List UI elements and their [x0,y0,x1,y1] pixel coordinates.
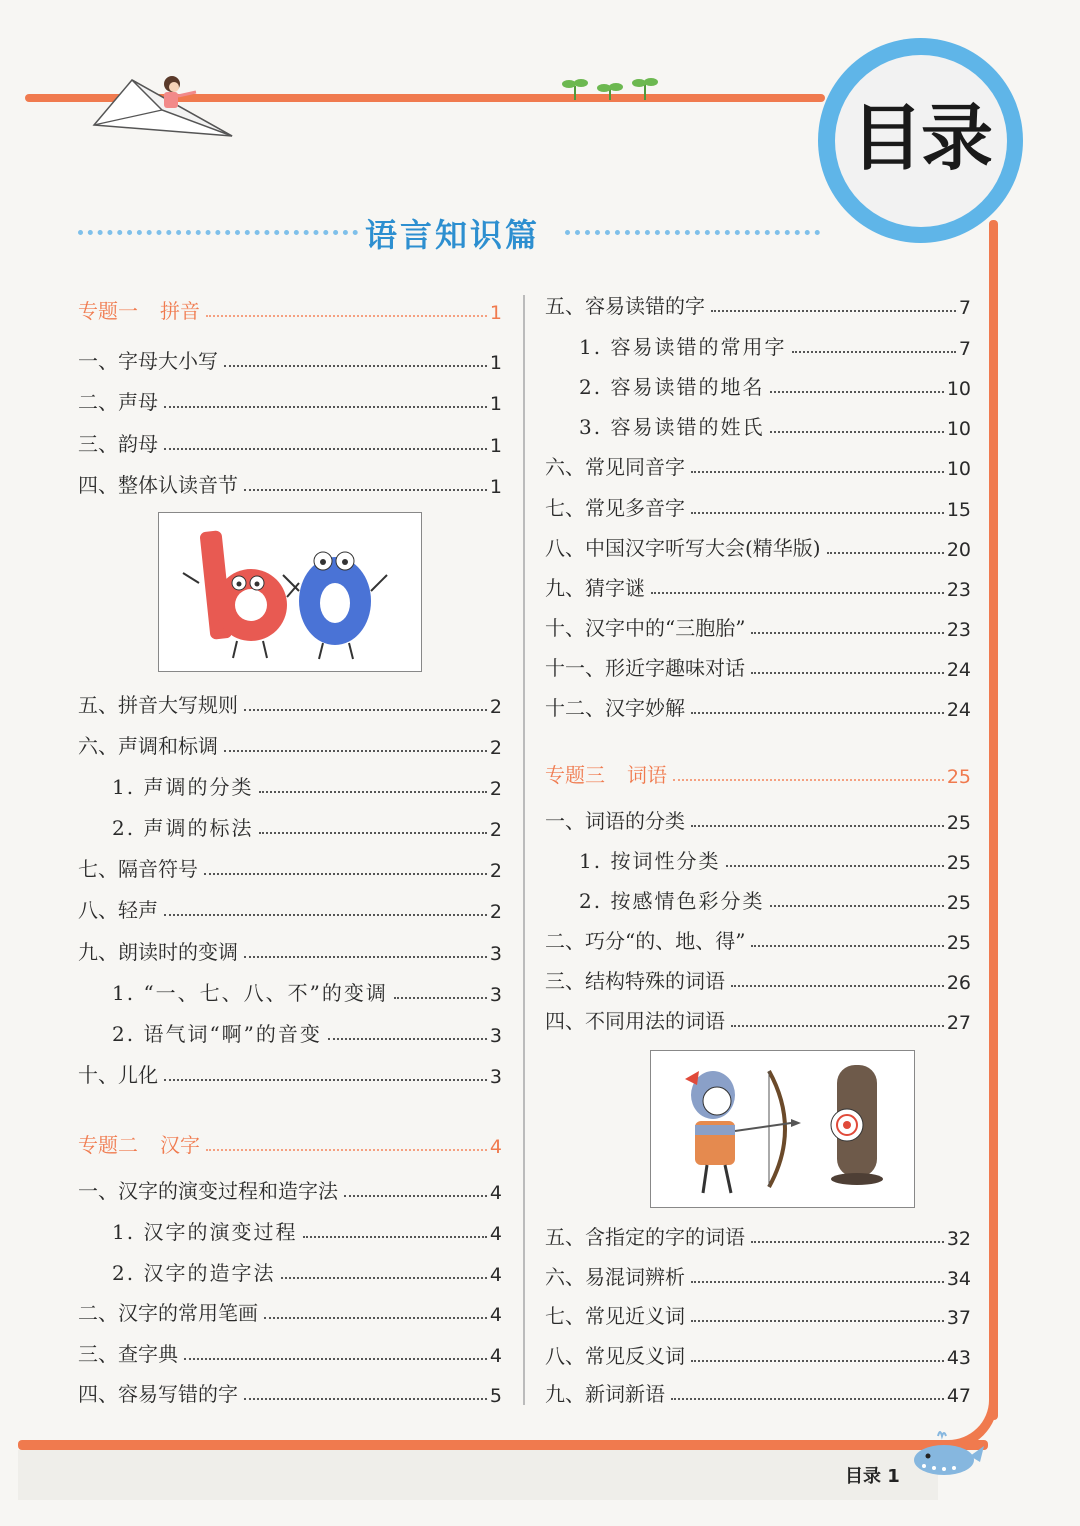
toc-page-number: 25 [946,932,971,954]
toc-entry[interactable] [78,381,502,415]
toc-entry-label: 1. 容易读错的常用字 [579,335,787,359]
toc-subentry[interactable] [78,972,502,1006]
toc-page-number: 7 [958,297,971,319]
toc-page-number: 37 [946,1307,971,1329]
toc-page-number: 2 [489,860,502,882]
toc-page-number: 34 [946,1268,971,1290]
toc-entry-label: 六、声调和标调 [78,734,218,758]
topic-name: 拼音 [160,299,200,323]
toc-entry[interactable] [545,567,971,601]
dotted-rule-left [78,230,358,235]
toc-entry-label: 四、整体认读音节 [78,473,238,497]
toc-entry-label: 三、结构特殊的词语 [545,969,725,993]
dot-leader [827,552,944,554]
dot-leader [344,1195,487,1197]
toc-entry[interactable] [545,527,971,561]
toc-entry[interactable] [545,1335,971,1369]
toc-entry[interactable] [78,1292,502,1326]
dot-leader [164,1079,487,1081]
toc-entry[interactable] [78,931,502,965]
topic-number: 专题一 [78,299,138,323]
toc-entry-label: 三、韵母 [78,432,158,456]
toc-entry[interactable] [545,960,971,994]
toc-entry[interactable] [78,848,502,882]
dot-leader [224,365,487,367]
toc-subentry[interactable] [78,1211,502,1245]
dot-leader [751,945,943,947]
dot-leader [164,406,487,408]
dot-leader [164,914,487,916]
toc-entry-label: 六、易混词辨析 [545,1265,685,1289]
toc-page-number: 5 [489,1385,502,1407]
toc-subentry[interactable] [78,766,502,800]
toc-page-number: 25 [946,766,971,788]
toc-entry[interactable] [545,1373,971,1407]
toc-entry-label: 十二、汉字妙解 [545,696,685,720]
toc-entry[interactable] [545,1216,971,1250]
dot-leader [224,750,487,752]
toc-topic-heading[interactable] [545,754,971,788]
toc-page-number: 2 [489,778,502,800]
toc-subentry[interactable] [78,1252,502,1286]
toc-entry[interactable] [78,1170,502,1204]
toc-page-number: 26 [946,972,971,994]
toc-entry-label: 1. 按词性分类 [579,849,721,873]
toc-entry-label: 十一、形近字趣味对话 [545,656,745,680]
toc-entry[interactable] [78,1373,502,1407]
toc-entry-label: 九、新词新语 [545,1382,665,1406]
toc-page-number: 20 [946,539,971,561]
dot-leader [244,709,487,711]
toc-entry-label [78,295,200,324]
dot-leader [244,489,487,491]
frame-right-bar [989,220,998,1420]
toc-entry-label: 二、声母 [78,390,158,414]
dot-leader [691,512,944,514]
toc-page-number: 1 [489,302,502,324]
toc-entry[interactable] [545,285,971,319]
toc-entry-label: 2. 语气词“啊”的音变 [112,1022,322,1046]
toc-entry-label: 二、巧分“的、地、得” [545,929,746,953]
topic-name: 汉字 [160,1133,200,1157]
dot-leader [259,791,486,793]
toc-page-number: 10 [946,378,971,400]
toc-subentry[interactable] [545,366,971,400]
toc-entry[interactable] [78,725,502,759]
toc-page-number: 2 [489,901,502,923]
dot-leader [726,865,943,867]
toc-entry[interactable] [78,1333,502,1367]
toc-subentry[interactable] [78,1013,502,1047]
toc-entry-label: 七、常见多音字 [545,496,685,520]
toc-entry-label: 1. 声调的分类 [112,775,254,799]
toc-entry[interactable] [78,464,502,498]
dot-leader [671,1398,944,1400]
toc-entry-label: 一、汉字的演变过程和造字法 [78,1179,338,1203]
dot-leader [691,712,944,714]
toc-page-number: 23 [946,579,971,601]
toc-page-number: 2 [489,737,502,759]
toc-page-number: 32 [946,1228,971,1250]
toc-page-number: 10 [946,458,971,480]
toc-page-number: 24 [946,659,971,681]
topic-name: 词语 [627,763,667,787]
dot-leader [691,471,944,473]
toc-entry-label: 八、轻声 [78,898,158,922]
toc-entry-label: 九、猜字谜 [545,576,645,600]
dot-leader [244,1398,487,1400]
dot-leader [206,1149,487,1151]
archer-illustration [650,1050,915,1208]
toc-entry-label: 2. 按感情色彩分类 [579,889,765,913]
dot-leader [281,1277,486,1279]
dot-leader [770,391,943,393]
toc-page-number: 47 [946,1385,971,1407]
toc-entry-label: 五、容易读错的字 [545,294,705,318]
toc-entry-label: 2. 声调的标法 [112,816,254,840]
dot-leader [691,1360,944,1362]
toc-subentry[interactable] [545,326,971,360]
toc-entry[interactable] [545,446,971,480]
toc-page-number: 3 [489,1066,502,1088]
dot-leader [394,997,487,999]
toc-subentry[interactable] [545,880,971,914]
toc-topic-heading[interactable] [78,290,502,324]
toc-page-number: 4 [489,1136,502,1158]
toc-page-number: 7 [958,338,971,360]
dot-leader [303,1236,486,1238]
column-divider [523,295,525,1405]
toc-page-number: 1 [489,435,502,457]
toc-entry-label: 五、拼音大写规则 [78,693,238,717]
toc-page-number: 1 [489,352,502,374]
topic-number: 专题三 [545,763,605,787]
toc-entry-label: 1. 汉字的演变过程 [112,1220,298,1244]
toc-entry-label: 二、汉字的常用笔画 [78,1301,258,1325]
toc-entry-label: 八、中国汉字听写大会(精华版) [545,536,821,560]
toc-entry[interactable] [545,487,971,521]
paper-plane-illustration [92,70,237,140]
toc-entry-label: 八、常见反义词 [545,1344,685,1368]
toc-page-number: 1 [489,476,502,498]
dot-leader [691,1320,944,1322]
toc-entry-label: 3. 容易读错的姓氏 [579,415,765,439]
dot-leader [751,1241,944,1243]
toc-page-number: 4 [489,1345,502,1367]
page-footer-label: 目录 1 [845,1466,900,1487]
toc-entry-label: 2. 容易读错的地名 [579,375,765,399]
toc-page-number: 15 [946,499,971,521]
toc-entry[interactable] [78,889,502,923]
section-title: 语言知识篇 [365,216,541,254]
dot-leader [731,985,944,987]
dot-leader [259,832,486,834]
toc-page-number: 27 [946,1012,971,1034]
toc-page-number: 43 [946,1347,971,1369]
toc-entry-label: 十、儿化 [78,1063,158,1087]
toc-page-number: 1 [489,393,502,415]
toc-entry[interactable] [545,1000,971,1034]
toc-entry-label [78,1129,200,1158]
dot-leader [691,1281,944,1283]
toc-subentry[interactable] [545,840,971,874]
footer-band [18,1450,938,1500]
dot-leader [691,825,944,827]
toc-entry-label: 七、常见近义词 [545,1304,685,1328]
section-header [70,208,830,258]
toc-page-number: 4 [489,1264,502,1286]
toc-entry-label [545,759,667,788]
dot-leader [328,1038,487,1040]
dot-leader [711,310,956,312]
page-title: 目录 [850,96,991,180]
sprout-decoration [555,72,665,102]
toc-entry-label: 六、常见同音字 [545,455,685,479]
toc-page-number: 25 [946,852,971,874]
toc-entry-label: 四、容易写错的字 [78,1382,238,1406]
dot-leader [751,632,943,634]
toc-topic-heading[interactable] [78,1124,502,1158]
dot-leader [770,431,943,433]
toc-entry[interactable] [545,687,971,721]
toc-page-number: 25 [946,892,971,914]
dot-leader [204,873,487,875]
toc-entry[interactable] [78,340,502,374]
toc-page-number: 25 [946,812,971,834]
dotted-rule-right [565,230,820,235]
toc-page-number: 3 [489,943,502,965]
toc-page-number: 24 [946,699,971,721]
whale-decoration [908,1428,986,1478]
toc-entry[interactable] [545,800,971,834]
toc-entry-label: 2. 汉字的造字法 [112,1261,276,1285]
toc-entry-label: 七、隔音符号 [78,857,198,881]
dot-leader [751,672,944,674]
toc-entry[interactable] [78,684,502,718]
frame-bottom-bar [18,1440,988,1450]
toc-page-number: 2 [489,819,502,841]
toc-page-number: 4 [489,1182,502,1204]
toc-page-number: 2 [489,696,502,718]
toc-subentry[interactable] [545,406,971,440]
toc-entry-label: 四、不同用法的词语 [545,1009,725,1033]
toc-page-number: 4 [489,1304,502,1326]
toc-entry[interactable] [78,1054,502,1088]
dot-leader [206,315,487,317]
toc-entry-label: 一、字母大小写 [78,349,218,373]
dot-leader [770,905,943,907]
dot-leader [244,956,487,958]
bo-letters-illustration [158,512,422,672]
dot-leader [184,1358,487,1360]
dot-leader [264,1317,487,1319]
toc-entry[interactable] [545,920,971,954]
toc-entry-label: 三、查字典 [78,1342,178,1366]
toc-entry[interactable] [545,1256,971,1290]
toc-entry[interactable] [545,647,971,681]
toc-page-number: 4 [489,1223,502,1245]
dot-leader [651,592,944,594]
dot-leader [673,779,944,781]
toc-page-number: 10 [946,418,971,440]
toc-entry-label: 十、汉字中的“三胞胎” [545,616,746,640]
toc-entry-label: 九、朗读时的变调 [78,940,238,964]
topic-number: 专题二 [78,1133,138,1157]
dot-leader [731,1025,944,1027]
toc-entry[interactable] [545,1295,971,1329]
toc-page-number: 3 [489,1025,502,1047]
toc-page-number: 23 [946,619,971,641]
dot-leader [792,351,955,353]
toc-entry[interactable] [78,423,502,457]
toc-entry-label: 1. “一、七、八、不”的变调 [112,981,388,1005]
toc-entry-label: 一、词语的分类 [545,809,685,833]
toc-entry[interactable] [545,607,971,641]
toc-subentry[interactable] [78,807,502,841]
dot-leader [164,448,487,450]
toc-entry-label: 五、含指定的字的词语 [545,1225,745,1249]
toc-page-number: 3 [489,984,502,1006]
